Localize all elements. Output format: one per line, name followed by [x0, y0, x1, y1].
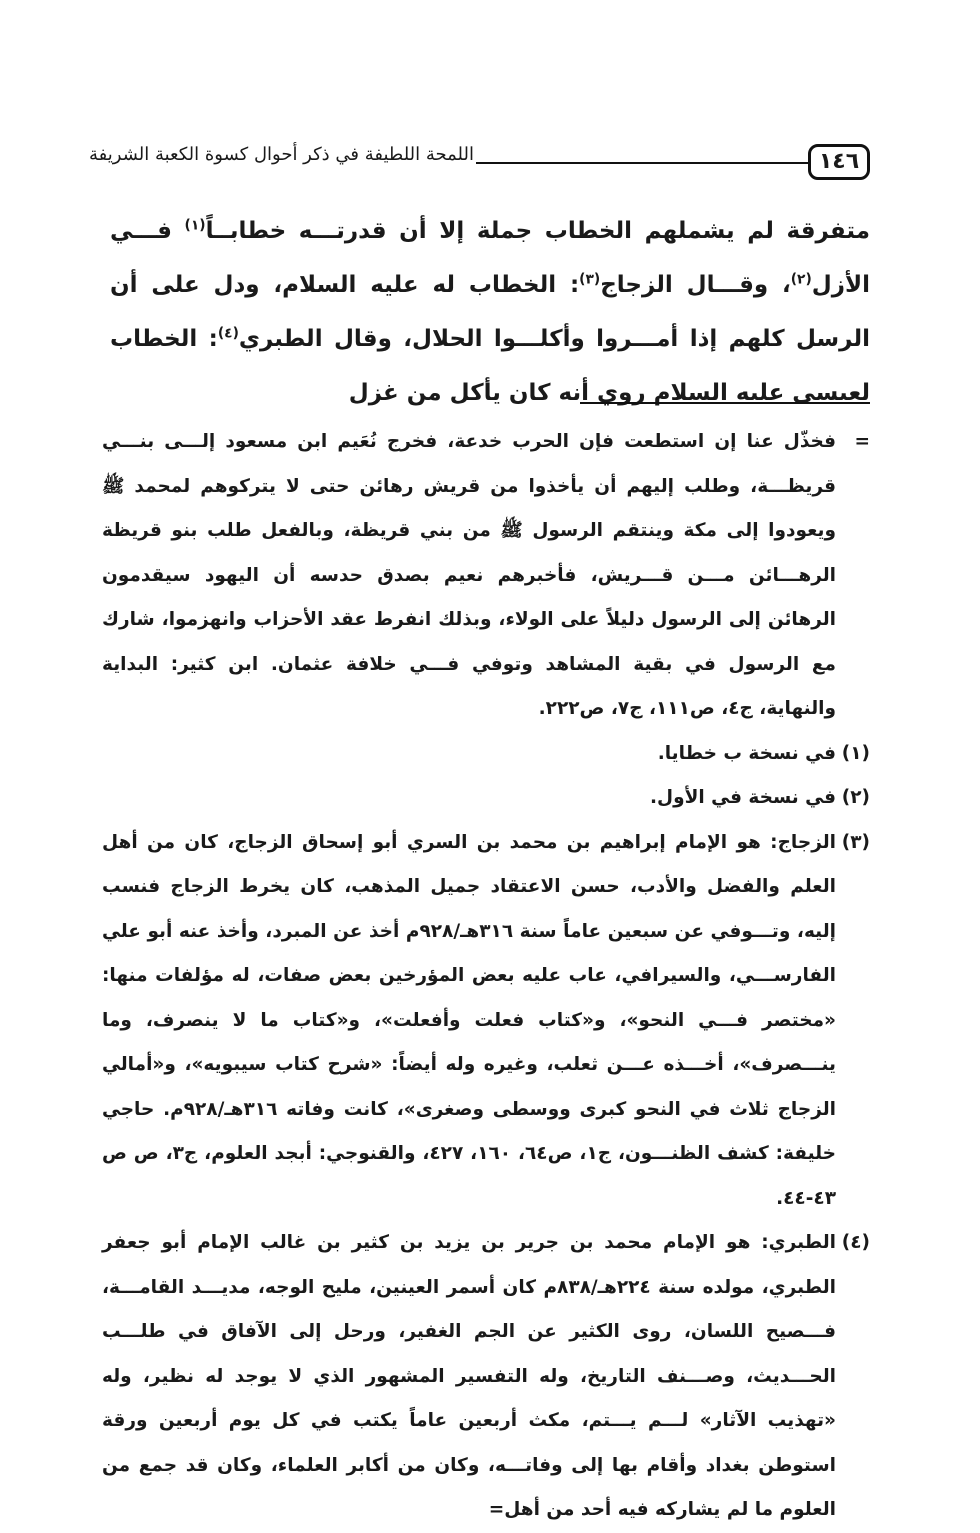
main-paragraph — [110, 204, 870, 420]
running-title: اللمحة اللطيفة في ذكر أحوال كسوة الكعبة الشريفة — [89, 144, 474, 165]
header-rule — [476, 162, 808, 164]
main-text-segment: متفرقة لم يشملهم الخطاب جملة إلا أن قدرتـــه خطابــاً — [205, 218, 871, 244]
main-text-segment: فـــي الأزل — [110, 218, 870, 298]
footnote-continuation — [102, 420, 870, 732]
footnote-mark: (١) — [841, 742, 870, 764]
footnote-mark: (٣) — [841, 831, 870, 853]
footnote-ref-1[interactable]: (١) — [184, 217, 206, 234]
continuation-mark: = — [854, 431, 870, 452]
footnote-separator — [580, 402, 870, 404]
footnote-mark: (٢) — [841, 787, 870, 808]
footnote-mark: (٤) — [841, 1232, 870, 1253]
main-text-segment: : الخطاب له عليه السلام، ودل على أن الرسل كلهم إذا أمـــروا وأكلـــوا الحلال، وقال الطبري — [110, 272, 870, 352]
main-text — [110, 204, 870, 420]
main-text-segment: ، وقـــال الزجاج — [600, 272, 791, 298]
running-header — [89, 140, 870, 192]
footnotes — [102, 420, 870, 1533]
footnote-1 — [102, 732, 870, 777]
footnote-text: الطبري: هو الإمام محمد بن جرير بن يزيد بن كثير بن غالب الإمام أبو جعفر الطبري، مولده سنة ٢٢٤هـ/٨٣٨م كان أسمر العينين، مليح الوجه، مديـــد القامـــة، فـــصيح اللسان، روى الكثير عن الجم الغفير، ورحل إلى الآفاق في طلـــب الحـــديث، وصـــنف التاريخ، وله التفسير المشهور الذي لا يوجد له نظير، وله «تهذيب الآثار» لـــم يـــتم، مكث أربعين عاماً يكتب في كل يوم أربعين ورقة استوطن بغداد وأقام بها إلى وفاتـــه، وكان من أكابر العلماء، وكان قد جمع من العلوم ما لم يشاركه فيه أحد من أهل= — [102, 1232, 836, 1520]
main-text-segment: : الخطاب لعيسى عليه السلام روي أنه كان يأكل من غزل — [110, 326, 870, 406]
footnote-text: الزجاج: هو الإمام إبراهيم بن محمد بن السري أبو إسحاق الزجاج، كان من أهل العلم والفضل والأدب، حسن الاعتقاد جميل المذهب، كان يخرط الزجاج فنسب إليه، وتـــوفي عن سبعين عاماً سنة ٣١٦هـ/٩٢٨م أخذ عن المبرد، وأخذ عنه أبو علي الفارســـي، والسيرافي، عاب عليه بعض المؤرخين بعض صفات، له مؤلفات منها: «مختصر فـــي النحو»، و«كتاب فعلت وأفعلت»، و«كتاب ما لا ينصرف، وما ينـــصرف»، أخـــذه عـــن ثعلب، وغيره وله أيضاً: «شرح كتاب سيبويه»، و«أمالي الزجاج ثلاث في النحو كبرى ووسطى وصغرى»، كانت وفاته ٣١٦هـ/٩٢٨م. حاجي خليفة: كشف الظنـــون، ج١، ص٦٤، ١٦٠، ٤٢٧، والقنوجي: أبجد العلوم، ج٣، ص ص ٤٣-٤٤. — [102, 831, 837, 1209]
footnote-text: في نسخة في الأول. — [649, 787, 836, 808]
footnote-ref-3[interactable]: (٣) — [579, 271, 601, 288]
footnote-3 — [102, 821, 870, 1222]
page-number: ١٤٦ — [808, 144, 870, 180]
footnote-2 — [102, 776, 870, 821]
footnote-4 — [102, 1221, 870, 1533]
footnote-text: فخذّل عنا إن استطعت فإن الحرب خدعة، فخرج نُعَيم ابن مسعود إلـــى بنـــي قريظـــة، وطلب إليهم أن يأخذوا من قريش رهائن حتى لا يتركوهم لمحمد ﷺ ويعودوا إلى مكة وينتقم الرسول ﷺ من بني قريظة، وبالفعل طلب بنو قريظة الرهـــائن مـــن قـــريش، فأخبرهم نعيم بصدق حدسه أن اليهود سيقدمون الرهائن إلى الرسول دليلاً على الولاء، وبذلك انفرط عقد الأحزاب وانهزموا، شارك مع الرسول في بقية المشاهد وتوفي فـــي خلافة عثمان. ابن كثير: البداية والنهاية، ج٤، ص١١١، ج٧، ص٢٢٢. — [102, 431, 836, 719]
footnote-ref-4[interactable]: (٤) — [217, 325, 239, 342]
footnote-text: في نسخة ب خطايا. — [657, 742, 836, 764]
footnote-ref-2[interactable]: (٢) — [790, 271, 812, 288]
